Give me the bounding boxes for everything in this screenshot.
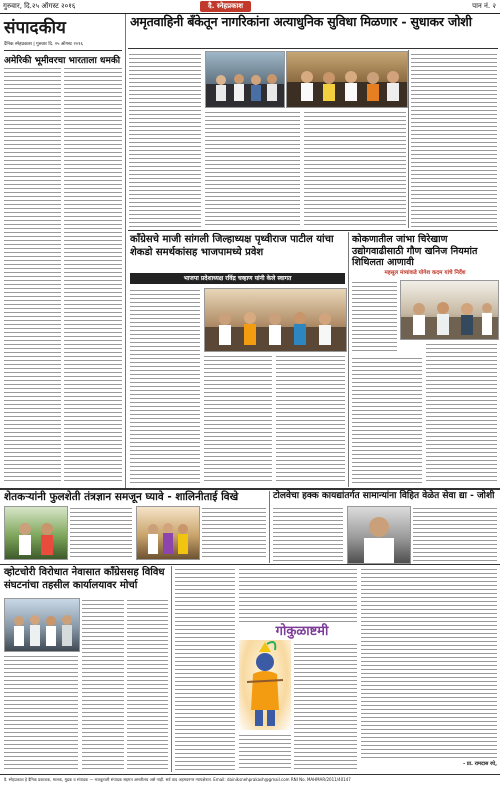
portrait-photo-icon bbox=[348, 507, 410, 563]
column-divider bbox=[408, 50, 409, 228]
toll-text-col1 bbox=[273, 506, 343, 562]
people-photo-icon bbox=[206, 52, 284, 107]
congress-text-col3 bbox=[276, 354, 345, 484]
congress-subhead: भाजपा प्रदेशाध्यक्ष रविंद्र चव्हाण यांनी केले स्वागत bbox=[130, 273, 345, 284]
column-divider bbox=[269, 491, 270, 563]
column-divider bbox=[348, 232, 349, 487]
kokan-headline: कोकणातील जांभा चिरेखाण उद्योगवाढीसाठी गौण खनिज नियमांत शिथिलता आणावी bbox=[352, 234, 478, 268]
farmers-photo-1 bbox=[4, 506, 68, 560]
kokan-text-col1 bbox=[352, 280, 397, 352]
gokul-text-col0 bbox=[239, 733, 291, 770]
divider bbox=[4, 50, 122, 51]
people-photo-icon bbox=[205, 289, 346, 351]
farmers-text-col2 bbox=[202, 506, 266, 558]
gokul-text-col1 bbox=[294, 642, 357, 770]
toll-headline: टोलवेचा हक्क कायद्यांतर्गत सामान्यांना विहित वेळेत सेवा द्या - जोशी bbox=[273, 491, 495, 501]
gokul-intro-text bbox=[239, 567, 357, 622]
gokul-text-col2 bbox=[361, 567, 497, 760]
kokan-subhead: महसूल मंत्र्यांकडे योगेश कदम यांचे निर्देश bbox=[384, 270, 466, 276]
editorial-headline: अमेरिकी भूमीवरचा भारताला धमकी bbox=[4, 56, 121, 66]
lead-photo-2 bbox=[286, 51, 408, 108]
masthead-strip bbox=[0, 0, 500, 14]
voters-text-col2 bbox=[82, 598, 124, 770]
farmers-text-col1 bbox=[70, 506, 132, 558]
lead-text-col1 bbox=[129, 52, 201, 227]
congress-text-col2 bbox=[204, 354, 272, 484]
page-number: पान नं. २ bbox=[472, 2, 496, 10]
brand-badge: दै. स्नेहप्रकाश bbox=[200, 1, 251, 12]
lead-headline: अमृतवाहिनी बँकेतून नागरिकांना अत्याधुनिक सुविधा मिळणार - सुधाकर जोशी bbox=[130, 14, 472, 29]
editorial-text-col1 bbox=[4, 66, 61, 484]
editorial-subline: दैनिक स्नेहप्रकाश | गुरुवार दि. २५ ऑगस्ट २०१६ bbox=[4, 42, 83, 47]
congress-headline: काँग्रेसचे माजी सांगली जिल्हाध्यक्ष पृथ्वीराज पाटील यांचा शेकडो समर्थकांसह भाजपामध्ये प्रवेश bbox=[130, 234, 334, 258]
right-text-col bbox=[411, 52, 497, 227]
people-photo-icon bbox=[137, 507, 199, 559]
farmers-headline: शेतकऱ्यांनी फुलशेती तंत्रज्ञान समजून घ्यावे - शालिनीताई विखे bbox=[4, 491, 239, 503]
divider bbox=[128, 48, 498, 49]
lead-text-col3 bbox=[304, 110, 406, 227]
lead-text-col2 bbox=[205, 110, 300, 227]
issue-date: गुरुवार, दि.२५ ऑगस्ट २०१६ bbox=[3, 2, 76, 10]
toll-text-col2 bbox=[413, 506, 497, 562]
congress-text-col1 bbox=[130, 288, 200, 484]
voters-text-col1 bbox=[4, 654, 78, 770]
kokan-photo bbox=[400, 280, 499, 340]
editorial-text-col2 bbox=[64, 66, 122, 484]
krishna-icon bbox=[239, 640, 291, 730]
voters-text-col3 bbox=[127, 598, 168, 770]
column-divider bbox=[171, 566, 172, 772]
gokul-author: - प्रा. रामदास रघे, bbox=[463, 761, 497, 767]
voters-headline: व्होटचोरी विरोधात नेवासात काँग्रेससह विविध संघटनांचा तहसील कार्यालयावर मोर्चा bbox=[4, 567, 165, 591]
gokul-title: गोकुळाष्टमी bbox=[275, 624, 329, 639]
congress-photo bbox=[204, 288, 347, 352]
feature-text-col1 bbox=[175, 567, 235, 770]
kokan-text-col3 bbox=[426, 342, 497, 484]
divider bbox=[0, 488, 500, 490]
divider bbox=[0, 564, 500, 565]
people-photo-icon bbox=[287, 52, 407, 107]
people-photo-icon bbox=[5, 507, 67, 559]
people-photo-icon bbox=[401, 281, 498, 339]
imprint-footer bbox=[0, 774, 500, 796]
lead-photo-1 bbox=[205, 51, 285, 108]
editorial-title: संपादकीय bbox=[4, 18, 66, 38]
column-divider bbox=[125, 14, 126, 489]
people-photo-icon bbox=[5, 599, 79, 651]
farmers-photo-2 bbox=[136, 506, 200, 560]
imprint-text: दै. स्नेहप्रकाश हे दैनिक प्रकाशक, मालक, मुद्रक व संपादक — मजकूराशी संपादक सहमत असतीलच असे नाही. सर्व वाद अहमदनगर न्यायक्षेत्रात. Email: dainiksnehprakash@gmail.com RNI No. MAHMAR/2011/40147 bbox=[4, 777, 351, 782]
divider bbox=[128, 230, 498, 231]
krishna-illustration bbox=[239, 640, 291, 730]
toll-photo bbox=[347, 506, 411, 564]
voters-photo bbox=[4, 598, 80, 652]
kokan-text-col2 bbox=[352, 356, 422, 484]
